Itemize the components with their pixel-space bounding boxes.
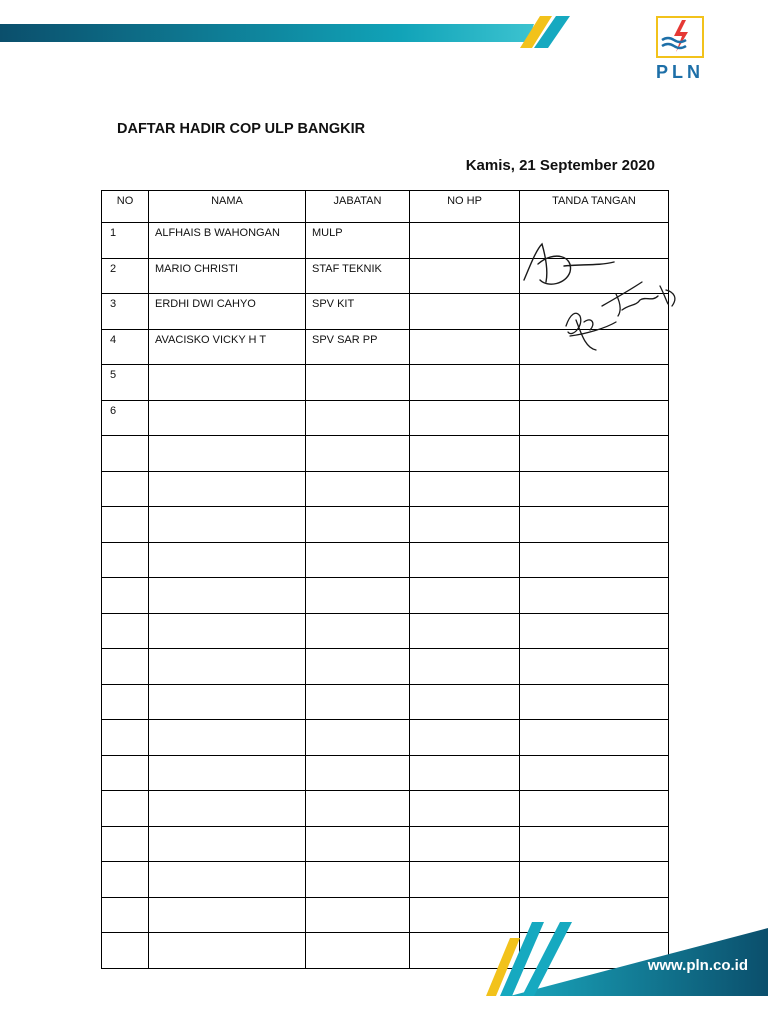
- name-cell: [149, 471, 306, 507]
- position-cell: [306, 649, 410, 685]
- column-header: NO: [102, 191, 149, 223]
- position-cell: STAF TEKNIK: [306, 258, 410, 294]
- phone-cell: [410, 471, 520, 507]
- name-cell: [149, 507, 306, 543]
- phone-cell: [410, 578, 520, 614]
- name-cell: [149, 436, 306, 472]
- row-number: [102, 649, 149, 685]
- position-cell: [306, 613, 410, 649]
- table-row: [102, 507, 669, 543]
- phone-cell: [410, 862, 520, 898]
- phone-cell: [410, 400, 520, 436]
- signature-cell: [520, 791, 669, 827]
- phone-cell: [410, 755, 520, 791]
- position-cell: [306, 862, 410, 898]
- signature-cell: [520, 649, 669, 685]
- row-number: [102, 755, 149, 791]
- position-cell: [306, 542, 410, 578]
- pln-logo-icon: [652, 14, 708, 60]
- signature-cell: [520, 613, 669, 649]
- position-cell: [306, 720, 410, 756]
- position-cell: MULP: [306, 223, 410, 259]
- phone-cell: [410, 329, 520, 365]
- name-cell: [149, 613, 306, 649]
- column-header: JABATAN: [306, 191, 410, 223]
- row-number: [102, 684, 149, 720]
- name-cell: [149, 862, 306, 898]
- name-cell: [149, 365, 306, 401]
- phone-cell: [410, 223, 520, 259]
- signature-cell: [520, 542, 669, 578]
- name-cell: [149, 684, 306, 720]
- signature-cell: [520, 507, 669, 543]
- row-number: [102, 826, 149, 862]
- table-row: [102, 862, 669, 898]
- row-number: 5: [102, 365, 149, 401]
- phone-cell: [410, 826, 520, 862]
- logo-text: PLN: [656, 62, 704, 82]
- position-cell: SPV SAR PP: [306, 329, 410, 365]
- position-cell: [306, 791, 410, 827]
- row-number: [102, 542, 149, 578]
- table-row: [102, 400, 669, 436]
- name-cell: MARIO CHRISTI: [149, 258, 306, 294]
- row-number: [102, 791, 149, 827]
- name-cell: ALFHAIS B WAHONGAN: [149, 223, 306, 259]
- row-number: 4: [102, 329, 149, 365]
- table-row: [102, 365, 669, 401]
- phone-cell: [410, 684, 520, 720]
- position-cell: [306, 507, 410, 543]
- signature-cell: [520, 755, 669, 791]
- row-number: 2: [102, 258, 149, 294]
- position-cell: SPV KIT: [306, 294, 410, 330]
- signature-cell: [520, 578, 669, 614]
- signature-cell: [520, 471, 669, 507]
- phone-cell: [410, 791, 520, 827]
- table-row: [102, 649, 669, 685]
- position-cell: [306, 755, 410, 791]
- table-row: [102, 542, 669, 578]
- position-cell: [306, 578, 410, 614]
- position-cell: [306, 436, 410, 472]
- signature-cell: [520, 684, 669, 720]
- phone-cell: [410, 365, 520, 401]
- table-row: [102, 684, 669, 720]
- table-row: [102, 826, 669, 862]
- table-row: [102, 613, 669, 649]
- signature-2: [556, 276, 686, 356]
- column-header: TANDA TANGAN: [520, 191, 669, 223]
- signature-cell: [520, 400, 669, 436]
- table-row: [102, 436, 669, 472]
- document-date: Kamis, 21 September 2020: [465, 157, 655, 174]
- position-cell: [306, 471, 410, 507]
- row-number: 1: [102, 223, 149, 259]
- name-cell: [149, 542, 306, 578]
- row-number: [102, 578, 149, 614]
- name-cell: [149, 826, 306, 862]
- position-cell: [306, 826, 410, 862]
- phone-cell: [410, 294, 520, 330]
- name-cell: [149, 720, 306, 756]
- phone-cell: [410, 720, 520, 756]
- signature-cell: [520, 862, 669, 898]
- position-cell: [306, 400, 410, 436]
- position-cell: [306, 365, 410, 401]
- name-cell: AVACISKO VICKY H T: [149, 329, 306, 365]
- signature-cell: [520, 365, 669, 401]
- row-number: [102, 613, 149, 649]
- phone-cell: [410, 649, 520, 685]
- signature-cell: [520, 436, 669, 472]
- table-row: [102, 471, 669, 507]
- row-number: 3: [102, 294, 149, 330]
- name-cell: ERDHI DWI CAHYO: [149, 294, 306, 330]
- document-title: DAFTAR HADIR COP ULP BANGKIR: [117, 121, 366, 137]
- signature-cell: [520, 826, 669, 862]
- column-header: NO HP: [410, 191, 520, 223]
- table-row: [102, 578, 669, 614]
- phone-cell: [410, 613, 520, 649]
- footer-url: www.pln.co.id: [647, 957, 748, 974]
- phone-cell: [410, 542, 520, 578]
- row-number: [102, 507, 149, 543]
- name-cell: [149, 400, 306, 436]
- name-cell: [149, 649, 306, 685]
- row-number: [102, 862, 149, 898]
- position-cell: [306, 684, 410, 720]
- row-number: 6: [102, 400, 149, 436]
- table-row: [102, 791, 669, 827]
- pln-logo: [652, 14, 708, 88]
- table-header-row: [102, 191, 669, 223]
- column-header: NAMA: [149, 191, 306, 223]
- row-number: [102, 436, 149, 472]
- phone-cell: [410, 436, 520, 472]
- row-number: [102, 471, 149, 507]
- name-cell: [149, 791, 306, 827]
- table-row: [102, 720, 669, 756]
- row-number: [102, 720, 149, 756]
- signature-cell: [520, 720, 669, 756]
- name-cell: [149, 755, 306, 791]
- table-row: [102, 755, 669, 791]
- name-cell: [149, 578, 306, 614]
- phone-cell: [410, 507, 520, 543]
- phone-cell: [410, 258, 520, 294]
